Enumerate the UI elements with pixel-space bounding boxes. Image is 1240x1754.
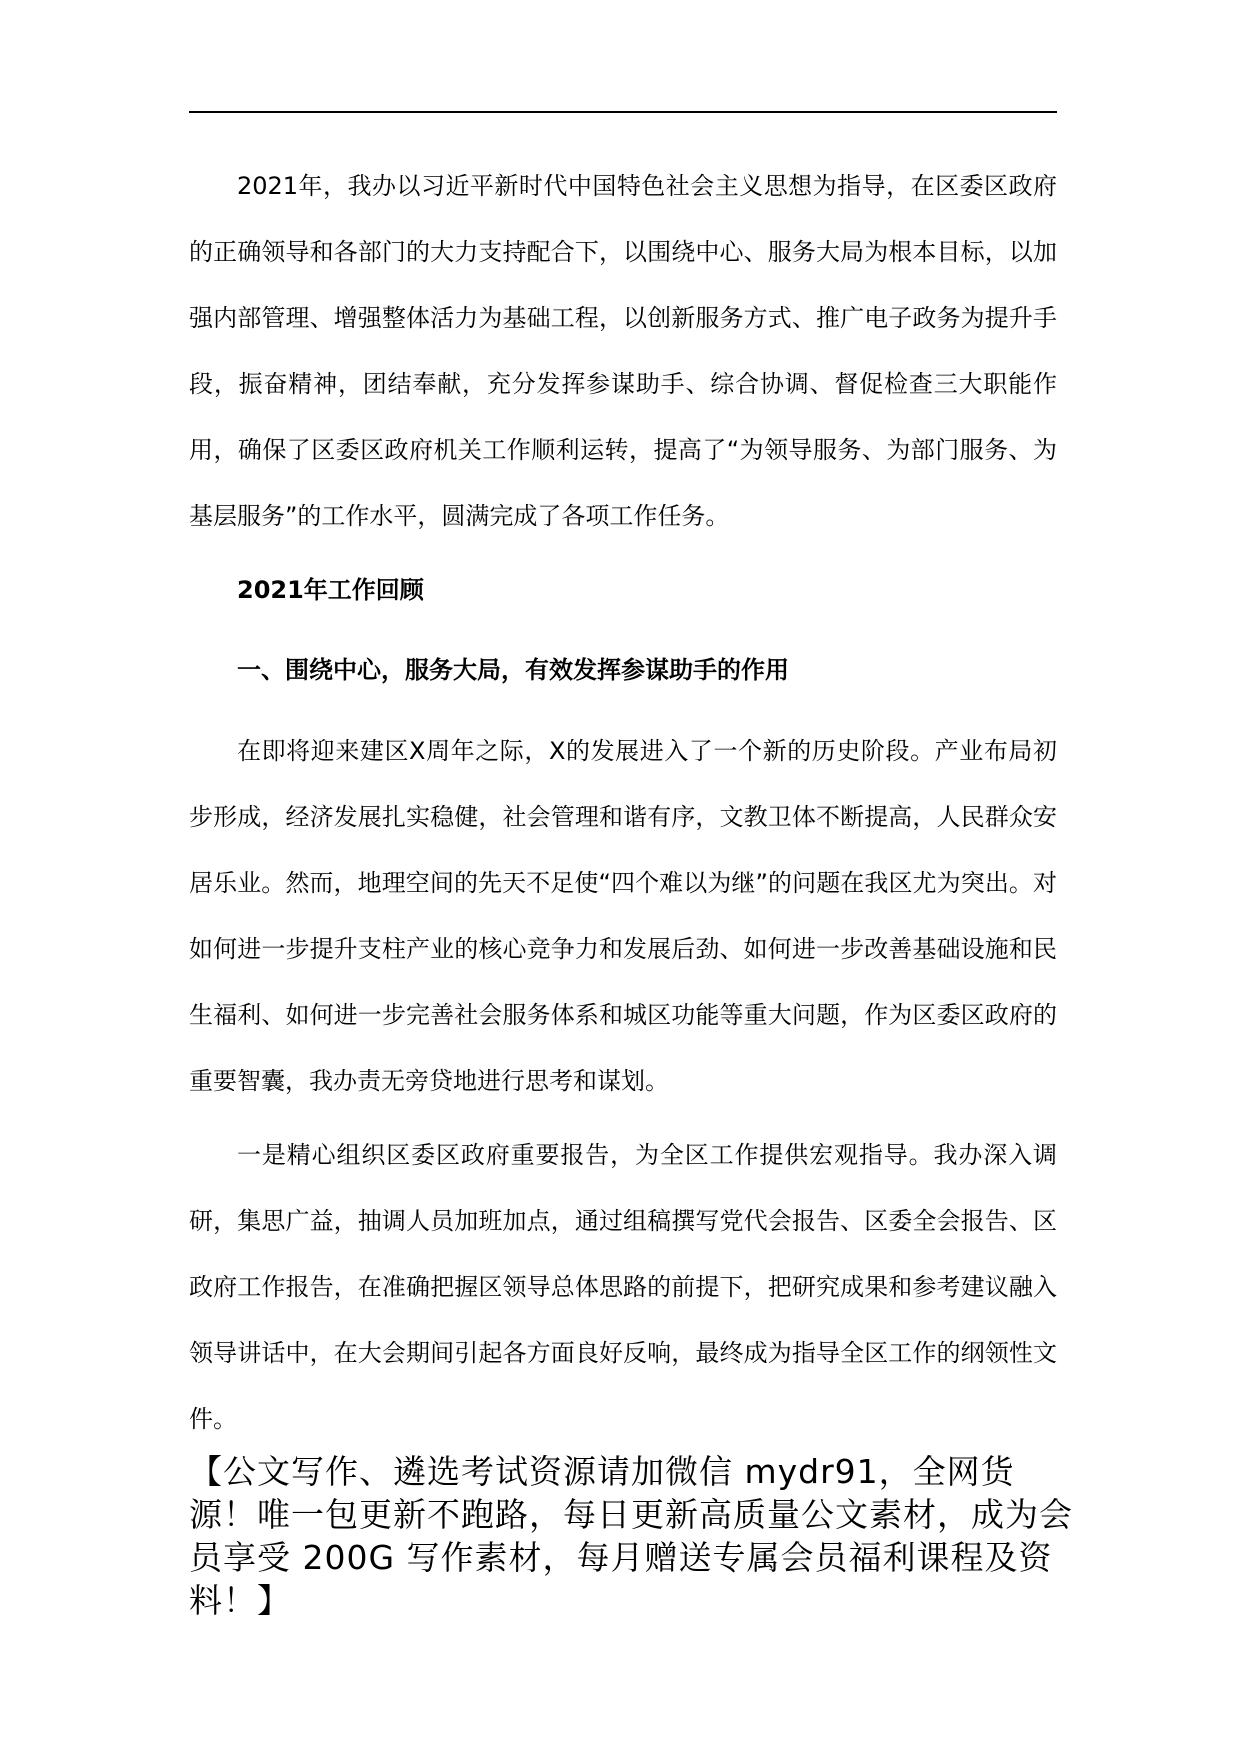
section-1-paragraph: 在即将迎来建区X周年之际，X的发展进入了一个新的历史阶段。产业布局初步形成，经济发展扎实稳健，社会管理和谐有序，文教卫体不断提高，人民群众安居乐业。然而，地理空间的先天不足使“四个难以为继”的问题在我区尤为突出。对如何进一步提升支柱产业的核心竞争力和发展后劲、如何进一步改善基础设施和民生福利、如何进一步完善社会服务体系和城区功能等重大问题，作为区委区政府的重要智囊，我办责无旁贷地进行思考和谋划。 xyxy=(189,737,1057,1095)
promo-notice: 【公文写作、遴选考试资源请加微信 mydr91，全网货源！唯一包更新不跑路，每日更新高质量公文素材，成为会员享受 200G 写作素材，每月赠送专属会员福利课程及资料！】 xyxy=(189,1452,1073,1620)
intro-paragraph: 2021年，我办以习近平新时代中国特色社会主义思想为指导，在区委区政府的正确领导和各部门的大力支持配合下，以围绕中心、服务大局为根本目标，以加强内部管理、增强整体活力为基础工程，以创新服务方式、推广电子政务为提升手段，振奋精神，团结奉献，充分发挥参谋助手、综合协调、督促检查三大职能作用，确保了区委区政府机关工作顺利运转，提高了“为领导服务、为部门服务、为基层服务”的工作水平，圆满完成了各项工作任务。 xyxy=(189,172,1057,530)
header-divider xyxy=(189,111,1057,113)
section-1-heading: 一、围绕中心，服务大局，有效发挥参谋助手的作用 xyxy=(237,656,789,684)
point-1-paragraph: 一是精心组织区委区政府重要报告，为全区工作提供宏观指导。我办深入调研，集思广益，抽调人员加班加点，通过组稿撰写党代会报告、区委全会报告、区政府工作报告，在准确把握区领导总体思路的前提下，把研究成果和参考建议融入领导讲话中，在大会期间引起各方面良好反响，最终成为指导全区工作的纲领性文件。 xyxy=(189,1141,1057,1433)
review-heading: 2021年工作回顾 xyxy=(237,576,424,604)
